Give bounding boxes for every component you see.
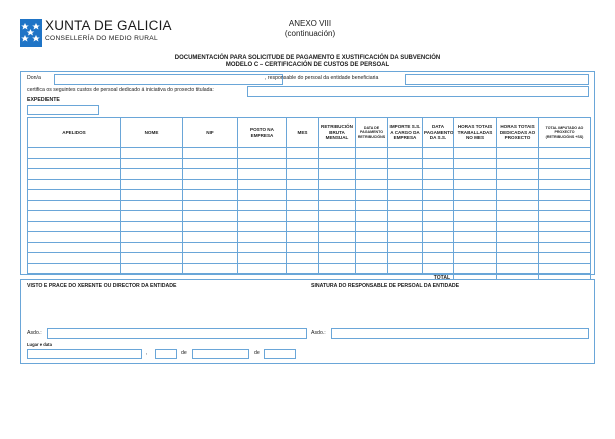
signatures-section (20, 279, 595, 364)
table-cell[interactable] (238, 148, 287, 159)
column-header: IMPORTE S.S. A CARGO DA EMPRESA (388, 118, 423, 148)
table-cell[interactable] (121, 200, 183, 211)
table-cell[interactable] (319, 190, 356, 201)
table-row (28, 242, 591, 253)
table-cell[interactable] (183, 263, 238, 274)
column-header: NIF (183, 118, 238, 148)
table-cell[interactable] (183, 179, 238, 190)
table-cell[interactable] (287, 190, 319, 201)
table-cell[interactable] (423, 169, 454, 180)
table-row (28, 190, 591, 201)
table-row (28, 253, 591, 264)
table-cell[interactable] (356, 169, 388, 180)
table-cell[interactable] (423, 232, 454, 243)
table-cell[interactable] (28, 158, 121, 169)
table-row (28, 211, 591, 222)
table-cell[interactable] (121, 232, 183, 243)
table-cell[interactable] (497, 190, 539, 201)
table-cell[interactable] (121, 253, 183, 264)
table-row (28, 148, 591, 159)
table-cell[interactable] (121, 263, 183, 274)
table-cell[interactable] (539, 169, 591, 180)
expediente-field[interactable] (27, 105, 99, 115)
table-cell[interactable] (319, 179, 356, 190)
table-cell[interactable] (238, 263, 287, 274)
table-cell[interactable] (287, 263, 319, 274)
entity-field[interactable] (405, 74, 589, 85)
column-header: MES (287, 118, 319, 148)
year-field[interactable] (264, 349, 296, 359)
table-cell[interactable] (28, 148, 121, 159)
certification-section (20, 71, 595, 275)
column-header: DATA PAGAMENTO DA S.S. (423, 118, 454, 148)
table-cell[interactable] (454, 179, 497, 190)
table-cell[interactable] (121, 190, 183, 201)
certifica-label: certifica os seguintes custos de persoal dedicado á iniciativa do proxecto titulada: (27, 87, 214, 93)
table-cell[interactable] (423, 253, 454, 264)
table-cell[interactable] (28, 242, 121, 253)
table-cell[interactable] (121, 169, 183, 180)
table-cell[interactable] (423, 158, 454, 169)
table-cell[interactable] (497, 253, 539, 264)
don-name-field[interactable] (54, 74, 283, 85)
table-cell[interactable] (238, 221, 287, 232)
table-cell[interactable] (287, 242, 319, 253)
column-header: TOTAL IMPUTADO AO PROXECTO (RETRIBUCIÓNS +SS) (539, 118, 591, 148)
table-cell[interactable] (539, 232, 591, 243)
xunta-logo (20, 18, 190, 50)
table-cell[interactable] (121, 158, 183, 169)
column-header: HORAS TOTAIS TRABALLADAS NO MES (454, 118, 497, 148)
table-cell[interactable] (497, 221, 539, 232)
right-signature-heading: SINATURA DO RESPONSABLE DE PERSOAL DA ENTIDADE (311, 283, 460, 289)
place-date-label: Lugar e data (27, 342, 52, 347)
table-cell[interactable] (319, 232, 356, 243)
table-row (28, 200, 591, 211)
table-cell[interactable] (287, 169, 319, 180)
column-header: DATA DE PAGAMENTO RETRIBUCIÓNS (356, 118, 388, 148)
logo-subtitle: CONSELLERÍA DO MEDIO RURAL (45, 35, 158, 42)
table-cell[interactable] (319, 263, 356, 274)
annex-subtitle: (continuación) (284, 29, 336, 38)
table-row (28, 263, 591, 274)
table-cell[interactable] (497, 232, 539, 243)
table-cell[interactable] (183, 221, 238, 232)
table-row (28, 179, 591, 190)
expediente-label: EXPEDIENTE (27, 97, 60, 103)
table-cell[interactable] (423, 242, 454, 253)
table-cell[interactable] (238, 169, 287, 180)
table-cell[interactable] (423, 190, 454, 201)
table-cell[interactable] (28, 221, 121, 232)
table-cell[interactable] (121, 242, 183, 253)
table-cell[interactable] (28, 253, 121, 264)
don-label: Don/a (27, 75, 41, 81)
month-field[interactable] (192, 349, 249, 359)
column-header: NOME (121, 118, 183, 148)
table-cell[interactable] (539, 263, 591, 274)
table-cell[interactable] (356, 190, 388, 201)
table-cell[interactable] (287, 200, 319, 211)
table-cell[interactable] (238, 200, 287, 211)
table-cell[interactable] (238, 232, 287, 243)
table-cell[interactable] (287, 148, 319, 159)
table-cell[interactable] (183, 200, 238, 211)
column-header: APELIDOS (28, 118, 121, 148)
table-cell[interactable] (287, 253, 319, 264)
table-cell[interactable] (183, 211, 238, 222)
table-cell[interactable] (454, 211, 497, 222)
table-cell[interactable] (423, 221, 454, 232)
table-cell[interactable] (539, 211, 591, 222)
table-cell[interactable] (497, 158, 539, 169)
table-header-row (28, 118, 591, 148)
asdo-right-field[interactable] (331, 328, 589, 339)
table-cell[interactable] (287, 232, 319, 243)
table-cell[interactable] (454, 169, 497, 180)
table-cell[interactable] (388, 232, 423, 243)
table-cell[interactable] (423, 179, 454, 190)
table-cell[interactable] (319, 158, 356, 169)
table-cell[interactable] (183, 190, 238, 201)
table-cell[interactable] (238, 253, 287, 264)
document-title-line2: MODELO C – CERTIFICACIÓN DE CUSTOS DE PERSOAL (225, 62, 390, 69)
table-cell[interactable] (454, 263, 497, 274)
table-cell[interactable] (388, 263, 423, 274)
table-cell[interactable] (423, 148, 454, 159)
table-cell[interactable] (356, 242, 388, 253)
asdo-left-field[interactable] (47, 328, 307, 339)
table-cell[interactable] (388, 190, 423, 201)
table-cell[interactable] (497, 242, 539, 253)
table-cell[interactable] (454, 232, 497, 243)
table-cell[interactable] (238, 190, 287, 201)
table-cell[interactable] (539, 158, 591, 169)
table-cell[interactable] (454, 242, 497, 253)
personnel-costs-table (27, 117, 591, 285)
table-cell[interactable] (388, 242, 423, 253)
table-cell[interactable] (183, 169, 238, 180)
project-title-field[interactable] (247, 86, 589, 97)
asdo-right-label: Asdo.: (311, 330, 326, 336)
table-cell[interactable] (28, 263, 121, 274)
responsable-label: , responsable do persoal da entidade beneficiaria (265, 75, 379, 81)
annex-heading (250, 19, 370, 39)
table-cell[interactable] (319, 211, 356, 222)
table-cell[interactable] (388, 211, 423, 222)
table-cell[interactable] (183, 253, 238, 264)
table-cell[interactable] (497, 148, 539, 159)
column-header: RETRIBUCIÓN BRUTA MENSUAL (319, 118, 356, 148)
table-cell[interactable] (238, 242, 287, 253)
table-cell[interactable] (388, 200, 423, 211)
table-cell[interactable] (121, 179, 183, 190)
table-cell[interactable] (319, 221, 356, 232)
table-cell[interactable] (454, 148, 497, 159)
table-cell[interactable] (356, 158, 388, 169)
de-label-1: de (181, 350, 187, 356)
de-label-2: de (254, 350, 260, 356)
logo-title: XUNTA DE GALICIA (45, 18, 172, 33)
table-cell[interactable] (497, 169, 539, 180)
table-cell[interactable] (423, 263, 454, 274)
table-cell[interactable] (539, 253, 591, 264)
table-cell[interactable] (183, 242, 238, 253)
table-cell[interactable] (28, 190, 121, 201)
table-cell[interactable] (356, 211, 388, 222)
table-cell[interactable] (388, 221, 423, 232)
table-cell[interactable] (356, 200, 388, 211)
table-cell[interactable] (497, 179, 539, 190)
table-cell[interactable] (183, 148, 238, 159)
day-field[interactable] (155, 349, 177, 359)
table-cell[interactable] (183, 232, 238, 243)
table-cell[interactable] (497, 211, 539, 222)
table-cell[interactable] (356, 263, 388, 274)
table-cell[interactable] (454, 221, 497, 232)
document-title-line1: DOCUMENTACIÓN PARA SOLICITUDE DE PAGAMENTO E XUSTIFICACIÓN DA SUBVENCIÓN (174, 55, 441, 61)
table-cell[interactable] (121, 211, 183, 222)
table-cell[interactable] (121, 221, 183, 232)
table-cell[interactable] (356, 232, 388, 243)
asdo-left-label: Asdo.: (27, 330, 42, 336)
table-cell[interactable] (454, 190, 497, 201)
table-cell[interactable] (388, 158, 423, 169)
table-cell[interactable] (423, 211, 454, 222)
table-cell[interactable] (497, 263, 539, 274)
table-row (28, 221, 591, 232)
table-cell[interactable] (539, 221, 591, 232)
table-cell[interactable] (423, 200, 454, 211)
table-cell[interactable] (287, 221, 319, 232)
table-cell[interactable] (539, 179, 591, 190)
table-cell[interactable] (356, 253, 388, 264)
table-cell[interactable] (497, 200, 539, 211)
table-cell[interactable] (454, 200, 497, 211)
table-cell[interactable] (28, 179, 121, 190)
table-cell[interactable] (454, 253, 497, 264)
table-cell[interactable] (287, 211, 319, 222)
table-cell[interactable] (287, 179, 319, 190)
table-cell[interactable] (28, 169, 121, 180)
table-cell[interactable] (539, 148, 591, 159)
column-header: HORAS TOTAIS DEDICADAS AO PROXECTO (497, 118, 539, 148)
table-cell[interactable] (121, 148, 183, 159)
xunta-emblem-icon (20, 19, 42, 47)
comma-label: , (146, 350, 148, 356)
table-cell[interactable] (319, 242, 356, 253)
table-cell[interactable] (319, 169, 356, 180)
table-cell[interactable] (539, 200, 591, 211)
table-cell[interactable] (454, 158, 497, 169)
table-cell[interactable] (319, 148, 356, 159)
table-cell[interactable] (28, 211, 121, 222)
table-cell[interactable] (356, 148, 388, 159)
table-cell[interactable] (238, 179, 287, 190)
table-row (28, 158, 591, 169)
table-cell[interactable] (539, 242, 591, 253)
table-cell[interactable] (539, 190, 591, 201)
table-cell[interactable] (319, 200, 356, 211)
table-cell[interactable] (388, 253, 423, 264)
table-cell[interactable] (287, 158, 319, 169)
table-cell[interactable] (238, 211, 287, 222)
column-header: POSTO NA EMPRESA (238, 118, 287, 148)
table-cell[interactable] (388, 179, 423, 190)
table-row (28, 232, 591, 243)
table-row (28, 169, 591, 180)
table-cell[interactable] (388, 169, 423, 180)
table-cell[interactable] (28, 200, 121, 211)
place-field[interactable] (27, 349, 142, 359)
table-cell[interactable] (388, 148, 423, 159)
annex-title: ANEXO VIII (288, 19, 332, 28)
table-cell[interactable] (356, 179, 388, 190)
left-signature-heading: VISTO E PRACE DO XERENTE OU DIRECTOR DA ENTIDADE (27, 283, 177, 289)
document-title (60, 55, 555, 70)
table-cell[interactable] (319, 253, 356, 264)
table-cell[interactable] (356, 221, 388, 232)
table-cell[interactable] (183, 158, 238, 169)
table-cell[interactable] (28, 232, 121, 243)
table-cell[interactable] (238, 158, 287, 169)
